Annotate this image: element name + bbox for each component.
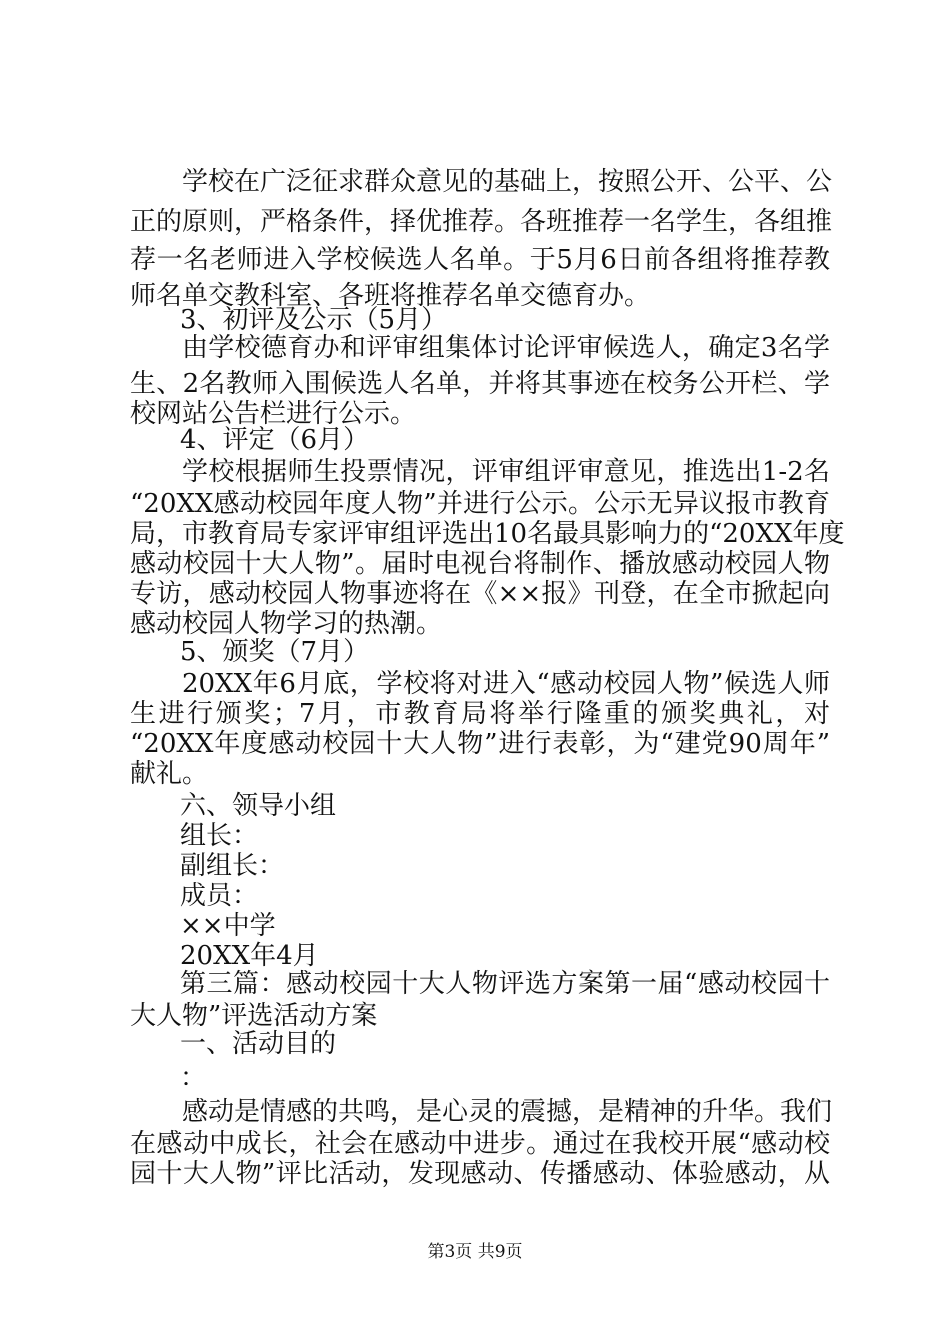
leader-label: 组长： xyxy=(180,821,259,851)
paragraph-line: 园十大人物”评比活动，发现感动、传播感动、体验感动，从 xyxy=(130,1159,830,1189)
members-label: 成员： xyxy=(180,881,259,911)
paragraph-line: 正的原则，严格条件，择优推荐。各班推荐一名学生，各组推 xyxy=(130,207,833,237)
paragraph-line: 专访，感动校园人物事迹将在《××报》刊登，在全市掀起向 xyxy=(130,579,830,609)
section-heading: 3、初评及公示（5月） xyxy=(180,305,448,335)
section-heading: 5、颁奖（7月） xyxy=(180,637,370,667)
paragraph-line: 学校在广泛征求群众意见的基础上，按照公开、公平、公 xyxy=(182,167,833,197)
paragraph-line: 献礼。 xyxy=(130,759,209,789)
chapter-title-line: 大人物”评选活动方案 xyxy=(130,1001,378,1031)
paragraph-line: 生、2名教师入围候选人名单，并将其事迹在校务公开栏、学 xyxy=(130,369,830,399)
document-date: 20XX年4月 xyxy=(180,941,319,971)
school-name: ××中学 xyxy=(180,911,276,941)
paragraph-line: 在感动中成长，社会在感动中进步。通过在我校开展“感动校 xyxy=(130,1129,830,1159)
paragraph-line: 由学校德育办和评审组集体讨论评审候选人，确定3名学 xyxy=(182,333,830,363)
paragraph-line: 局，市教育局专家评审组评选出10名最具影响力的“20XX年度 xyxy=(130,519,845,549)
paragraph-line: “20XX感动校园年度人物”并进行公示。公示无异议报市教育 xyxy=(130,489,830,519)
paragraph-line: 荐一名老师进入学校候选人名单。于5月6日前各组将推荐教 xyxy=(130,245,830,275)
section-heading: 六、领导小组 xyxy=(180,791,337,821)
section-heading: 一、活动目的 xyxy=(180,1029,337,1059)
paragraph-line: 校网站公告栏进行公示。 xyxy=(130,399,417,429)
paragraph-line: “20XX年度感动校园十大人物”进行表彰，为“建党90周年” xyxy=(130,729,830,759)
section-heading: 4、评定（6月） xyxy=(180,425,370,455)
page-footer: 第3页 共9页 xyxy=(427,1242,523,1262)
paragraph-line: 20XX年6月底，学校将对进入“感动校园人物”候选人师 xyxy=(182,669,830,699)
paragraph-line: 感动校园十大人物”。届时电视台将制作、播放感动校园人物 xyxy=(130,549,830,579)
paragraph-line: 学校根据师生投票情况，评审组评审意见，推选出1-2名 xyxy=(182,457,830,487)
paragraph-line: 感动校园人物学习的热潮。 xyxy=(130,609,443,639)
deputy-leader-label: 副组长： xyxy=(180,851,285,881)
colon-mark: ： xyxy=(180,1063,207,1093)
chapter-title-line: 第三篇：感动校园十大人物评选方案第一届“感动校园十 xyxy=(180,969,830,999)
paragraph-line: 感动是情感的共鸣，是心灵的震撼，是精神的升华。我们 xyxy=(182,1097,833,1127)
paragraph-line: 生进行颁奖；7月，市教育局将举行隆重的颁奖典礼，对 xyxy=(130,699,830,729)
paragraph-line: 师名单交教科室、各班将推荐名单交德育办。 xyxy=(130,281,651,311)
